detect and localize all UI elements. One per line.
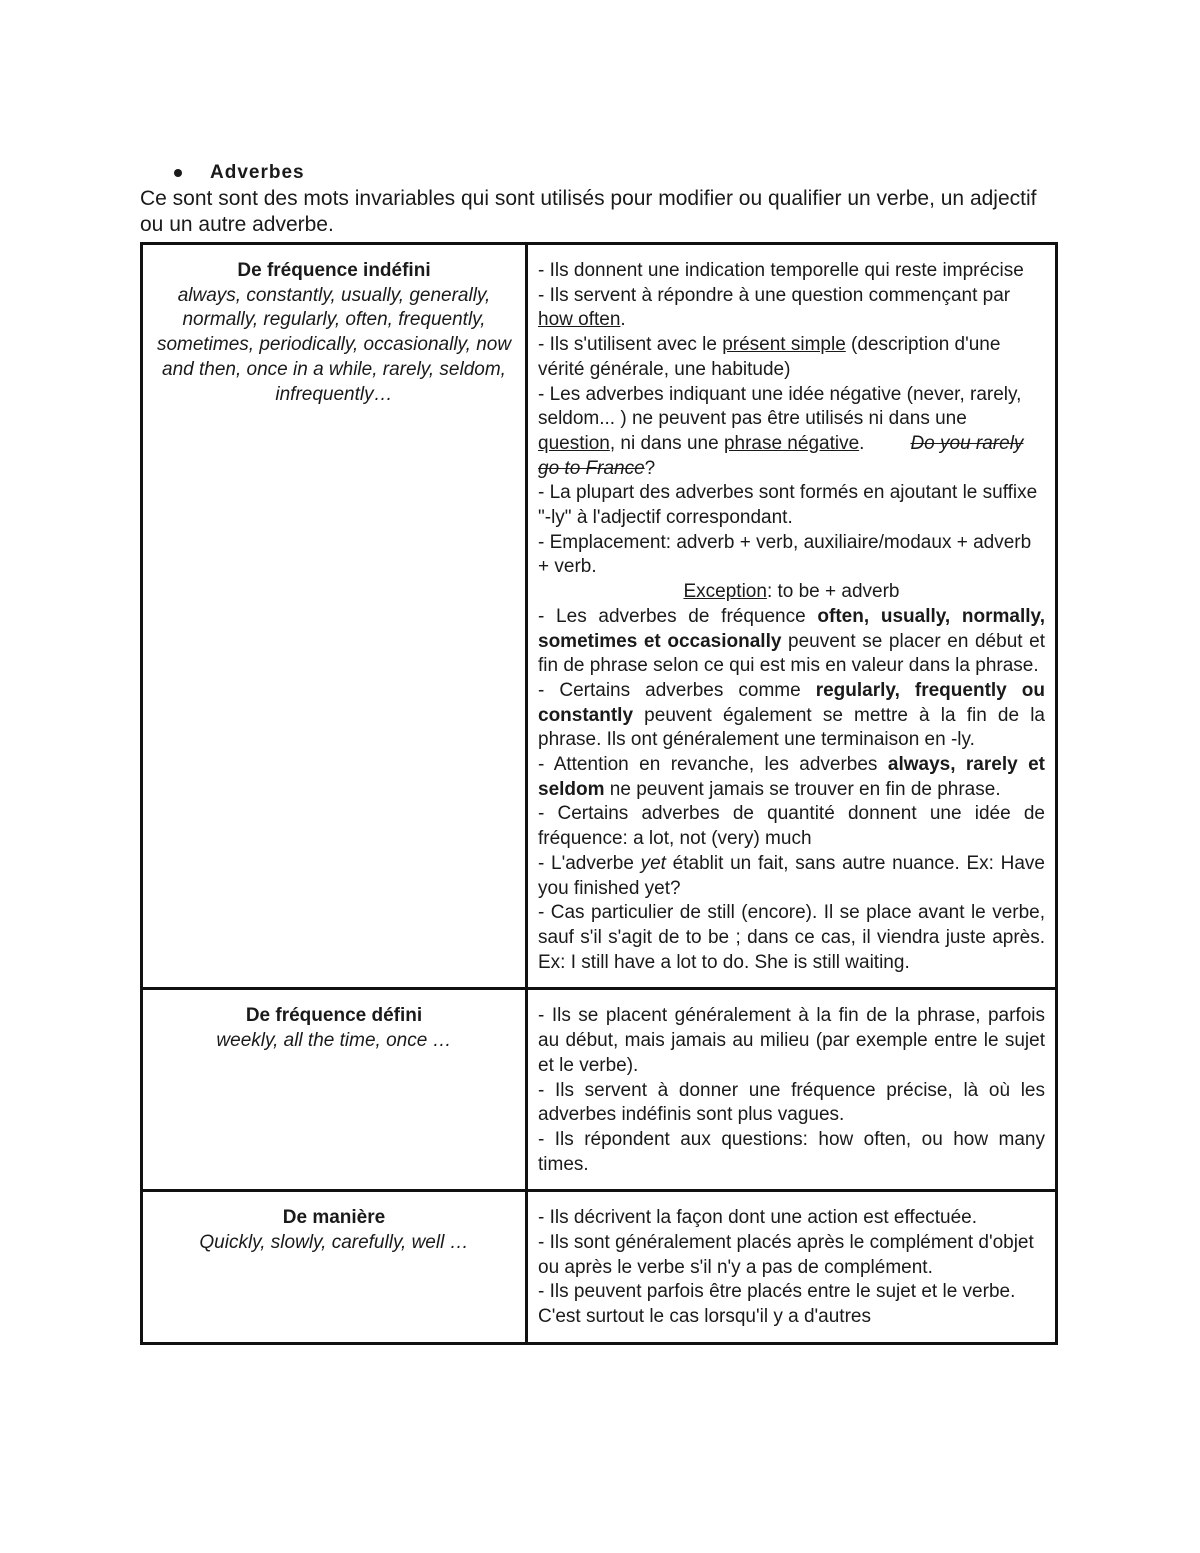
exception-line: Exception: to be + adverb xyxy=(683,581,900,603)
category-cell xyxy=(142,1191,527,1344)
category-examples: always, constantly, usually, generally, normally, regularly, often, frequently, sometimes, periodically, occasionally, now and then, once in a while, rarely, seldom, infrequently… xyxy=(156,284,512,405)
category-title: De fréquence défini xyxy=(245,1005,423,1027)
category-title: De manière xyxy=(282,1207,386,1229)
intro-paragraph: Ce sont sont des mots invariables qui sont utilisés pour modifier ou qualifier un verbe, un adjectif ou un autre adverbe. xyxy=(140,187,1037,236)
rule-text: - Ils peuvent parfois être placés entre le sujet et le verbe. C'est surtout le cas lorsqu'il y a d'autres xyxy=(538,1281,1016,1328)
rule-text: - Ils servent à répondre à une question commençant par how often. xyxy=(538,284,1011,331)
category-cell xyxy=(142,244,527,989)
section-heading xyxy=(174,160,1058,186)
rule-text: - Attention en revanche, les adverbes always, rarely et seldom ne peuvent jamais se trouver en fin de phrase. xyxy=(538,754,1045,800)
rule-text: - Emplacement: adverb + verb, auxiliaire/modaux + adverb + verb. xyxy=(538,531,1032,578)
rule-text: - Ils répondent aux questions: how often, ou how many times. xyxy=(538,1128,1045,1175)
rule-text: - Ils décrivent la façon dont une action est effectuée. xyxy=(538,1207,978,1229)
rule-text: - Ils s'utilisent avec le présent simple (description d'une vérité générale, une habitude) xyxy=(538,334,1001,380)
rule-text: - Ils sont généralement placés après le complément d'objet ou après le verbe s'il n'y a pas de complément. xyxy=(538,1232,1034,1278)
description-cell xyxy=(527,244,1057,989)
rule-text: - Cas particulier de still (encore). Il se place avant le verbe, sauf s'il s'agit de to be ; dans ce cas, il viendra juste après. Ex: I still have a lot to do. She is still waiting. xyxy=(538,902,1045,973)
rule-text: - Ils se placent généralement à la fin de la phrase, parfois au début, mais jamais au milieu (par exemple entre le sujet et le verbe). xyxy=(538,1005,1045,1076)
rule-text: - Ils donnent une indication temporelle qui reste imprécise xyxy=(538,260,1024,281)
description-cell xyxy=(527,1191,1057,1344)
rule-text: - L'adverbe yet établit un fait, sans autre nuance. Ex: Have you finished yet? xyxy=(538,852,1045,899)
bullet-icon xyxy=(174,169,182,177)
rule-text: - La plupart des adverbes sont formés en ajoutant le suffixe "-ly" à l'adjectif correspondant. xyxy=(538,482,1038,529)
rule-text: - Certains adverbes comme regularly, frequently ou constantly peuvent également se mettre à la fin de la phrase. Ils ont généralement une terminaison en -ly. xyxy=(538,679,1045,751)
description-cell xyxy=(527,989,1057,1191)
adverbs-table xyxy=(140,242,1058,1345)
category-title: De fréquence indéfini xyxy=(237,260,431,281)
document-page xyxy=(140,160,1058,1345)
table-row xyxy=(142,244,1057,989)
rule-text: - Les adverbes indiquant une idée négative (never, rarely, seldom... ) ne peuvent pas être utilisés ni dans une question, ni dans une phrase négative. Do you rarely go to France? xyxy=(538,383,1024,479)
table-row xyxy=(142,1191,1057,1344)
table-row xyxy=(142,989,1057,1191)
rule-text: - Les adverbes de fréquence often, usually, normally, sometimes et occasionally peuvent se placer en début et fin de phrase selon ce qui est mis en valeur dans la phrase. xyxy=(538,605,1045,677)
heading-text: Adverbes xyxy=(210,162,305,183)
rule-text: - Certains adverbes de quantité donnent une idée de fréquence: a lot, not (very) much xyxy=(538,803,1045,850)
category-examples: weekly, all the time, once … xyxy=(216,1030,452,1052)
rule-text: - Ils servent à donner une fréquence précise, là où les adverbes indéfinis sont plus vagues. xyxy=(538,1079,1045,1126)
category-cell xyxy=(142,989,527,1191)
category-examples: Quickly, slowly, carefully, well … xyxy=(199,1232,469,1254)
struck-example: Do you rarely go to France xyxy=(538,432,1024,479)
